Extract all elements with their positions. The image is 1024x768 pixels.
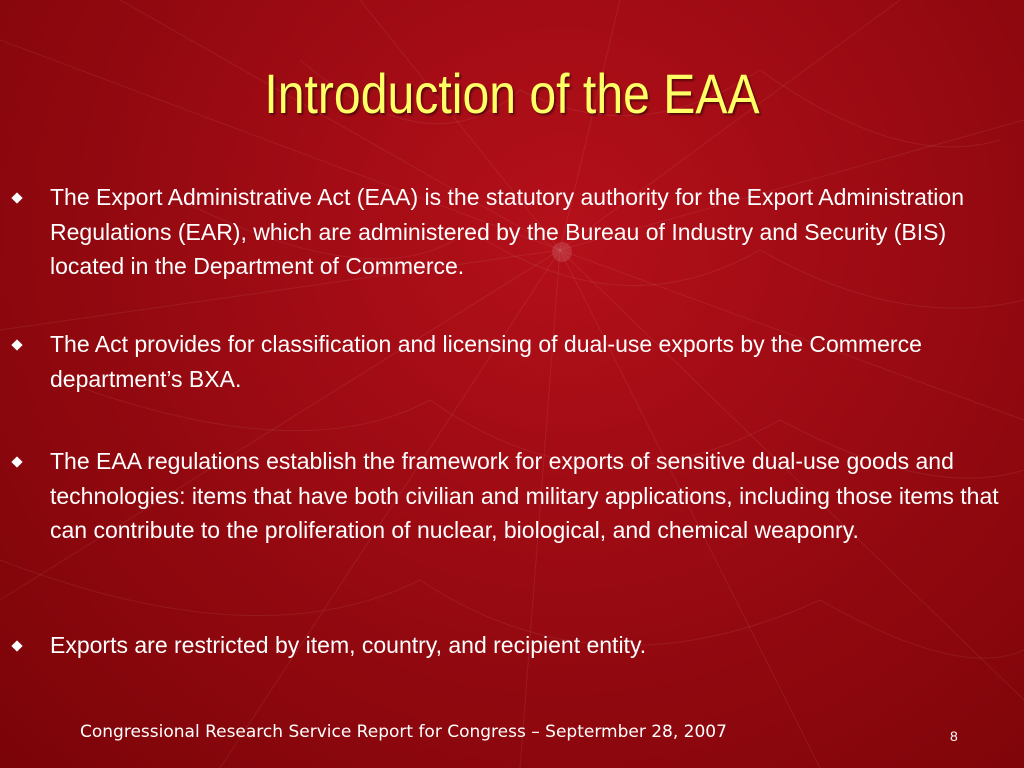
bullet-text: The EAA regulations establish the framework for exports of sensitive dual-use goods and technologies: items that have both civilian and military applications, including those items that can contribute to the proliferation of nuclear, biological, and chemical weaponry. — [50, 448, 999, 543]
diamond-bullet-icon — [11, 456, 22, 467]
bullet-text: The Act provides for classification and licensing of dual-use exports by the Commerce department’s BXA. — [50, 331, 922, 392]
page-number: 8 — [950, 728, 958, 744]
diamond-bullet-icon — [11, 339, 22, 350]
diamond-bullet-icon — [11, 640, 22, 651]
slide-footer: Congressional Research Service Report for Congress – Septermber 28, 2007 — [80, 722, 727, 742]
diamond-bullet-icon — [11, 192, 22, 203]
bullet-text: The Export Administrative Act (EAA) is the statutory authority for the Export Administration Regulations (EAR), which are administered by the Bureau of Industry and Security (BIS) located in the Department of Commerce. — [50, 184, 965, 279]
slide-title: Introduction of the EAA — [264, 62, 760, 125]
bullet-text: Exports are restricted by item, country, and recipient entity. — [50, 632, 647, 658]
